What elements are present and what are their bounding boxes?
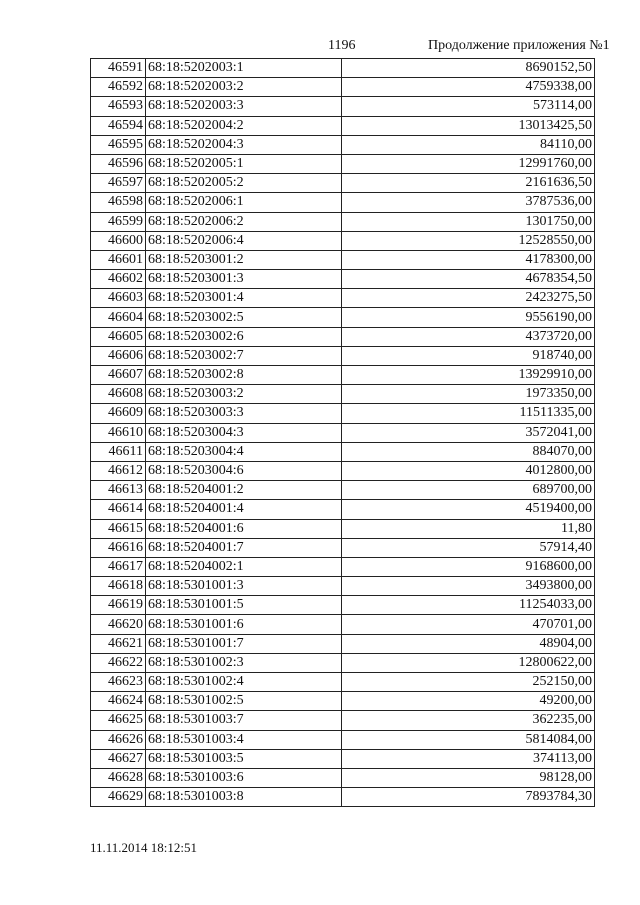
table-row	[91, 327, 595, 346]
row-number: 46617	[91, 557, 146, 576]
cadastral-number: 68:18:5202005:2	[146, 174, 342, 193]
cadastral-value: 1973350,00	[342, 385, 595, 404]
table-row	[91, 346, 595, 365]
row-number: 46601	[91, 250, 146, 269]
row-number: 46596	[91, 154, 146, 173]
cadastral-number: 68:18:5203002:6	[146, 327, 342, 346]
table-row	[91, 577, 595, 596]
cadastral-number: 68:18:5203004:6	[146, 461, 342, 480]
row-number: 46614	[91, 500, 146, 519]
cadastral-value: 4759338,00	[342, 78, 595, 97]
table-row	[91, 193, 595, 212]
table-row	[91, 78, 595, 97]
cadastral-number: 68:18:5203003:3	[146, 404, 342, 423]
table-row	[91, 154, 595, 173]
cadastral-value: 9168600,00	[342, 557, 595, 576]
cadastral-value: 3572041,00	[342, 423, 595, 442]
print-timestamp: 11.11.2014 18:12:51	[90, 840, 198, 855]
cadastral-value: 1301750,00	[342, 212, 595, 231]
table-row	[91, 270, 595, 289]
table-row	[91, 212, 595, 231]
cadastral-number: 68:18:5203004:3	[146, 423, 342, 442]
cadastral-value: 470701,00	[342, 615, 595, 634]
table-row	[91, 634, 595, 653]
table-row	[91, 730, 595, 749]
cadastral-number: 68:18:5301002:4	[146, 673, 342, 692]
cadastral-number: 68:18:5202003:3	[146, 97, 342, 116]
table-body	[91, 59, 595, 807]
page-number: 1196	[328, 38, 356, 53]
cadastral-value: 2161636,50	[342, 174, 595, 193]
table-row	[91, 692, 595, 711]
table-row	[91, 788, 595, 807]
row-number: 46622	[91, 653, 146, 672]
row-number: 46618	[91, 577, 146, 596]
cadastral-value: 4519400,00	[342, 500, 595, 519]
table-row	[91, 289, 595, 308]
cadastral-value: 4678354,50	[342, 270, 595, 289]
cadastral-value: 3493800,00	[342, 577, 595, 596]
cadastral-value: 57914,40	[342, 538, 595, 557]
row-number: 46598	[91, 193, 146, 212]
row-number: 46629	[91, 788, 146, 807]
table-row	[91, 673, 595, 692]
row-number: 46611	[91, 442, 146, 461]
cadastral-number: 68:18:5203002:7	[146, 346, 342, 365]
cadastral-number: 68:18:5301003:5	[146, 749, 342, 768]
cadastral-value: 3787536,00	[342, 193, 595, 212]
table-row	[91, 59, 595, 78]
cadastral-number: 68:18:5203002:8	[146, 366, 342, 385]
table-row	[91, 366, 595, 385]
cadastral-value: 362235,00	[342, 711, 595, 730]
row-number: 46600	[91, 231, 146, 250]
row-number: 46613	[91, 481, 146, 500]
cadastral-number: 68:18:5301001:5	[146, 596, 342, 615]
table-row	[91, 97, 595, 116]
row-number: 46612	[91, 461, 146, 480]
cadastral-value: 4373720,00	[342, 327, 595, 346]
cadastral-number: 68:18:5203001:2	[146, 250, 342, 269]
row-number: 46627	[91, 749, 146, 768]
cadastral-number: 68:18:5203001:4	[146, 289, 342, 308]
row-number: 46615	[91, 519, 146, 538]
table-row	[91, 615, 595, 634]
table-row	[91, 250, 595, 269]
cadastral-number: 68:18:5301001:6	[146, 615, 342, 634]
cadastral-value: 11511335,00	[342, 404, 595, 423]
cadastral-value: 5814084,00	[342, 730, 595, 749]
table-row	[91, 116, 595, 135]
row-number: 46606	[91, 346, 146, 365]
row-number: 46603	[91, 289, 146, 308]
table-row	[91, 768, 595, 787]
cadastral-value: 4178300,00	[342, 250, 595, 269]
table-row	[91, 385, 595, 404]
table-row	[91, 749, 595, 768]
table-row	[91, 231, 595, 250]
cadastral-value: 7893784,30	[342, 788, 595, 807]
cadastral-value: 573114,00	[342, 97, 595, 116]
cadastral-value: 12528550,00	[342, 231, 595, 250]
row-number: 46593	[91, 97, 146, 116]
row-number: 46620	[91, 615, 146, 634]
cadastral-number: 68:18:5301002:3	[146, 653, 342, 672]
table-row	[91, 308, 595, 327]
cadastral-number: 68:18:5301003:7	[146, 711, 342, 730]
cadastral-number: 68:18:5202006:4	[146, 231, 342, 250]
cadastral-number: 68:18:5202004:3	[146, 135, 342, 154]
cadastral-number: 68:18:5203002:5	[146, 308, 342, 327]
row-number: 46624	[91, 692, 146, 711]
row-number: 46621	[91, 634, 146, 653]
cadastral-value: 13013425,50	[342, 116, 595, 135]
row-number: 46609	[91, 404, 146, 423]
row-number: 46625	[91, 711, 146, 730]
cadastral-number: 68:18:5301003:4	[146, 730, 342, 749]
cadastral-number: 68:18:5203004:4	[146, 442, 342, 461]
row-number: 46619	[91, 596, 146, 615]
cadastral-value: 252150,00	[342, 673, 595, 692]
cadastral-number: 68:18:5204001:6	[146, 519, 342, 538]
row-number: 46594	[91, 116, 146, 135]
cadastral-number: 68:18:5202004:2	[146, 116, 342, 135]
table-row	[91, 653, 595, 672]
cadastral-number: 68:18:5204001:2	[146, 481, 342, 500]
table-row	[91, 174, 595, 193]
row-number: 46610	[91, 423, 146, 442]
row-number: 46623	[91, 673, 146, 692]
cadastral-number: 68:18:5203003:2	[146, 385, 342, 404]
row-number: 46616	[91, 538, 146, 557]
row-number: 46628	[91, 768, 146, 787]
table-row	[91, 500, 595, 519]
table-row	[91, 596, 595, 615]
cadastral-number: 68:18:5301002:5	[146, 692, 342, 711]
cadastral-number: 68:18:5204001:7	[146, 538, 342, 557]
cadastral-number: 68:18:5204001:4	[146, 500, 342, 519]
cadastral-number: 68:18:5202003:1	[146, 59, 342, 78]
cadastral-value: 2423275,50	[342, 289, 595, 308]
cadastral-value: 11254033,00	[342, 596, 595, 615]
cadastral-number: 68:18:5301001:7	[146, 634, 342, 653]
cadastral-value: 884070,00	[342, 442, 595, 461]
table-row	[91, 442, 595, 461]
cadastral-value: 4012800,00	[342, 461, 595, 480]
cadastral-number: 68:18:5203001:3	[146, 270, 342, 289]
table-row	[91, 538, 595, 557]
cadastral-number: 68:18:5301001:3	[146, 577, 342, 596]
cadastral-value-table	[90, 58, 595, 807]
cadastral-value: 84110,00	[342, 135, 595, 154]
cadastral-value: 98128,00	[342, 768, 595, 787]
row-number: 46604	[91, 308, 146, 327]
row-number: 46602	[91, 270, 146, 289]
cadastral-value: 9556190,00	[342, 308, 595, 327]
cadastral-number: 68:18:5202006:2	[146, 212, 342, 231]
row-number: 46595	[91, 135, 146, 154]
cadastral-value: 13929910,00	[342, 366, 595, 385]
cadastral-number: 68:18:5202005:1	[146, 154, 342, 173]
cadastral-number: 68:18:5202003:2	[146, 78, 342, 97]
table-row	[91, 135, 595, 154]
row-number: 46626	[91, 730, 146, 749]
row-number: 46605	[91, 327, 146, 346]
row-number: 46592	[91, 78, 146, 97]
cadastral-value: 374113,00	[342, 749, 595, 768]
row-number: 46599	[91, 212, 146, 231]
table-row	[91, 404, 595, 423]
cadastral-value: 11,80	[342, 519, 595, 538]
cadastral-number: 68:18:5204002:1	[146, 557, 342, 576]
cadastral-number: 68:18:5301003:6	[146, 768, 342, 787]
table-row	[91, 519, 595, 538]
cadastral-value: 49200,00	[342, 692, 595, 711]
table-row	[91, 711, 595, 730]
cadastral-value: 48904,00	[342, 634, 595, 653]
row-number: 46591	[91, 59, 146, 78]
table-row	[91, 557, 595, 576]
row-number: 46608	[91, 385, 146, 404]
cadastral-value: 689700,00	[342, 481, 595, 500]
row-number: 46607	[91, 366, 146, 385]
cadastral-value: 918740,00	[342, 346, 595, 365]
cadastral-number: 68:18:5202006:1	[146, 193, 342, 212]
cadastral-value: 8690152,50	[342, 59, 595, 78]
appendix-note: Продолжение приложения №1	[428, 38, 610, 53]
table-row	[91, 481, 595, 500]
table-row	[91, 461, 595, 480]
cadastral-value: 12800622,00	[342, 653, 595, 672]
row-number: 46597	[91, 174, 146, 193]
cadastral-value: 12991760,00	[342, 154, 595, 173]
table-row	[91, 423, 595, 442]
cadastral-number: 68:18:5301003:8	[146, 788, 342, 807]
